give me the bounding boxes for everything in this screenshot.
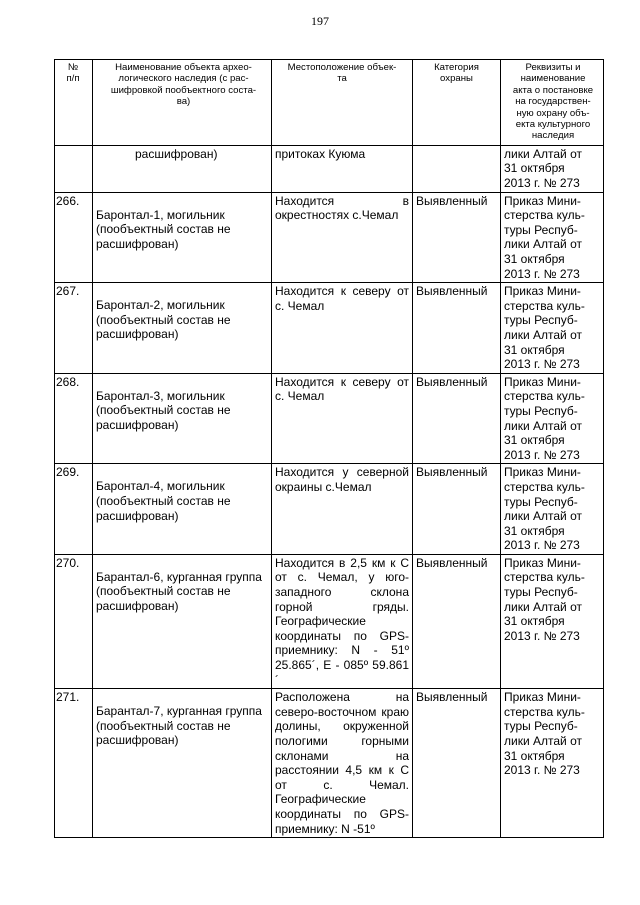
- cell-location: Находится в 2,5 км к С от с. Чемал, у юго-западного склона горной гряды. Географические координаты по GPS-приемнику: N - 51º 25.865´, E - 085º 59.861´: [272, 554, 413, 688]
- heritage-objects-table: [54, 59, 604, 838]
- cell-decree: лики Алтай от 31 октября 2013 г. № 273: [501, 145, 604, 192]
- object-name: Барантал-7, курганная группа (пообъектный состав не расшифрован): [96, 704, 262, 748]
- cell-location: Расположена на северо-восточном краю долины, окруженной пологими горными склонами на расстоянии 4,5 км к С от с. Чемал. Географические координаты по GPS-приемнику: N -51º: [272, 689, 413, 838]
- cell-category: Выявленный: [413, 464, 501, 555]
- table-row: [55, 464, 604, 555]
- cell-num: [55, 145, 93, 192]
- cell-decree: Приказ Мини- стерства куль- туры Респуб- лики Алтай от 31 октября 2013 г. № 273: [501, 554, 604, 688]
- cell-category: Выявленный: [413, 554, 501, 688]
- object-name: Баронтал-2, могильник (пообъектный состав не расшифрован): [96, 298, 231, 342]
- object-name: Баронтал-3, могильник (пообъектный состав не расшифрован): [96, 388, 231, 432]
- cell-name: [93, 192, 272, 283]
- page-number: 197: [311, 14, 329, 28]
- cell-num: 269.: [55, 464, 93, 555]
- header-name: Наименование объекта архео- логического наследия (с рас- шифровкой пообъектного соста- ва): [93, 60, 272, 146]
- continuation-row: [55, 145, 604, 192]
- header-location: Местоположение объек- та: [272, 60, 413, 146]
- cell-category: [413, 145, 501, 192]
- cell-name: [93, 689, 272, 838]
- cell-decree: Приказ Мини- стерства куль- туры Респуб- лики Алтай от 31 октября 2013 г. № 273: [501, 192, 604, 283]
- cell-location: Находится к северу от с. Чемал: [272, 373, 413, 464]
- object-name: Барантал-6, курганная группа (пообъектный состав не расшифрован): [96, 569, 262, 614]
- cell-decree: Приказ Мини- стерства куль- туры Респуб- лики Алтай от 31 октября 2013 г. № 273: [501, 373, 604, 464]
- cell-location: Находится к северу от с. Чемал: [272, 283, 413, 374]
- cell-name: [93, 373, 272, 464]
- table-row: [55, 554, 604, 688]
- cell-num: 268.: [55, 373, 93, 464]
- cell-num: 267.: [55, 283, 93, 374]
- header-num: № п/п: [55, 60, 93, 146]
- cell-decree: Приказ Мини- стерства куль- туры Респуб- лики Алтай от 31 октября 2013 г. № 273: [501, 464, 604, 555]
- cell-num: 270.: [55, 554, 93, 688]
- table-row: [55, 373, 604, 464]
- cell-decree: Приказ Мини- стерства куль- туры Респуб- лики Алтай от 31 октября 2013 г. № 273: [501, 689, 604, 838]
- object-name: Баронтал-1, могильник (пообъектный состав не расшифрован): [96, 207, 231, 251]
- cell-name: расшифрован): [93, 145, 272, 192]
- cell-category: Выявленный: [413, 373, 501, 464]
- header-decree: Реквизиты и наименование акта о постановке на государствен- ную охрану объ- екта культурного наследия: [501, 60, 604, 146]
- table-row: [55, 192, 604, 283]
- header-category: Категория охраны: [413, 60, 501, 146]
- cell-location: Находится в окрестностях с.Чемал: [272, 192, 413, 283]
- cell-category: Выявленный: [413, 192, 501, 283]
- table-header-row: [55, 60, 604, 146]
- cell-location: притоках Куюма: [272, 145, 413, 192]
- cell-decree: Приказ Мини- стерства куль- туры Респуб- лики Алтай от 31 октября 2013 г. № 273: [501, 283, 604, 374]
- cell-name: [93, 554, 272, 688]
- object-name: Баронтал-4, могильник (пообъектный состав не расшифрован): [96, 479, 231, 523]
- cell-num: 271.: [55, 689, 93, 838]
- cell-name: [93, 283, 272, 374]
- cell-name: [93, 464, 272, 555]
- cell-category: Выявленный: [413, 689, 501, 838]
- cell-num: 266.: [55, 192, 93, 283]
- table-row: [55, 689, 604, 838]
- cell-category: Выявленный: [413, 283, 501, 374]
- cell-location: Находится у северной окраины с.Чемал: [272, 464, 413, 555]
- table-row: [55, 283, 604, 374]
